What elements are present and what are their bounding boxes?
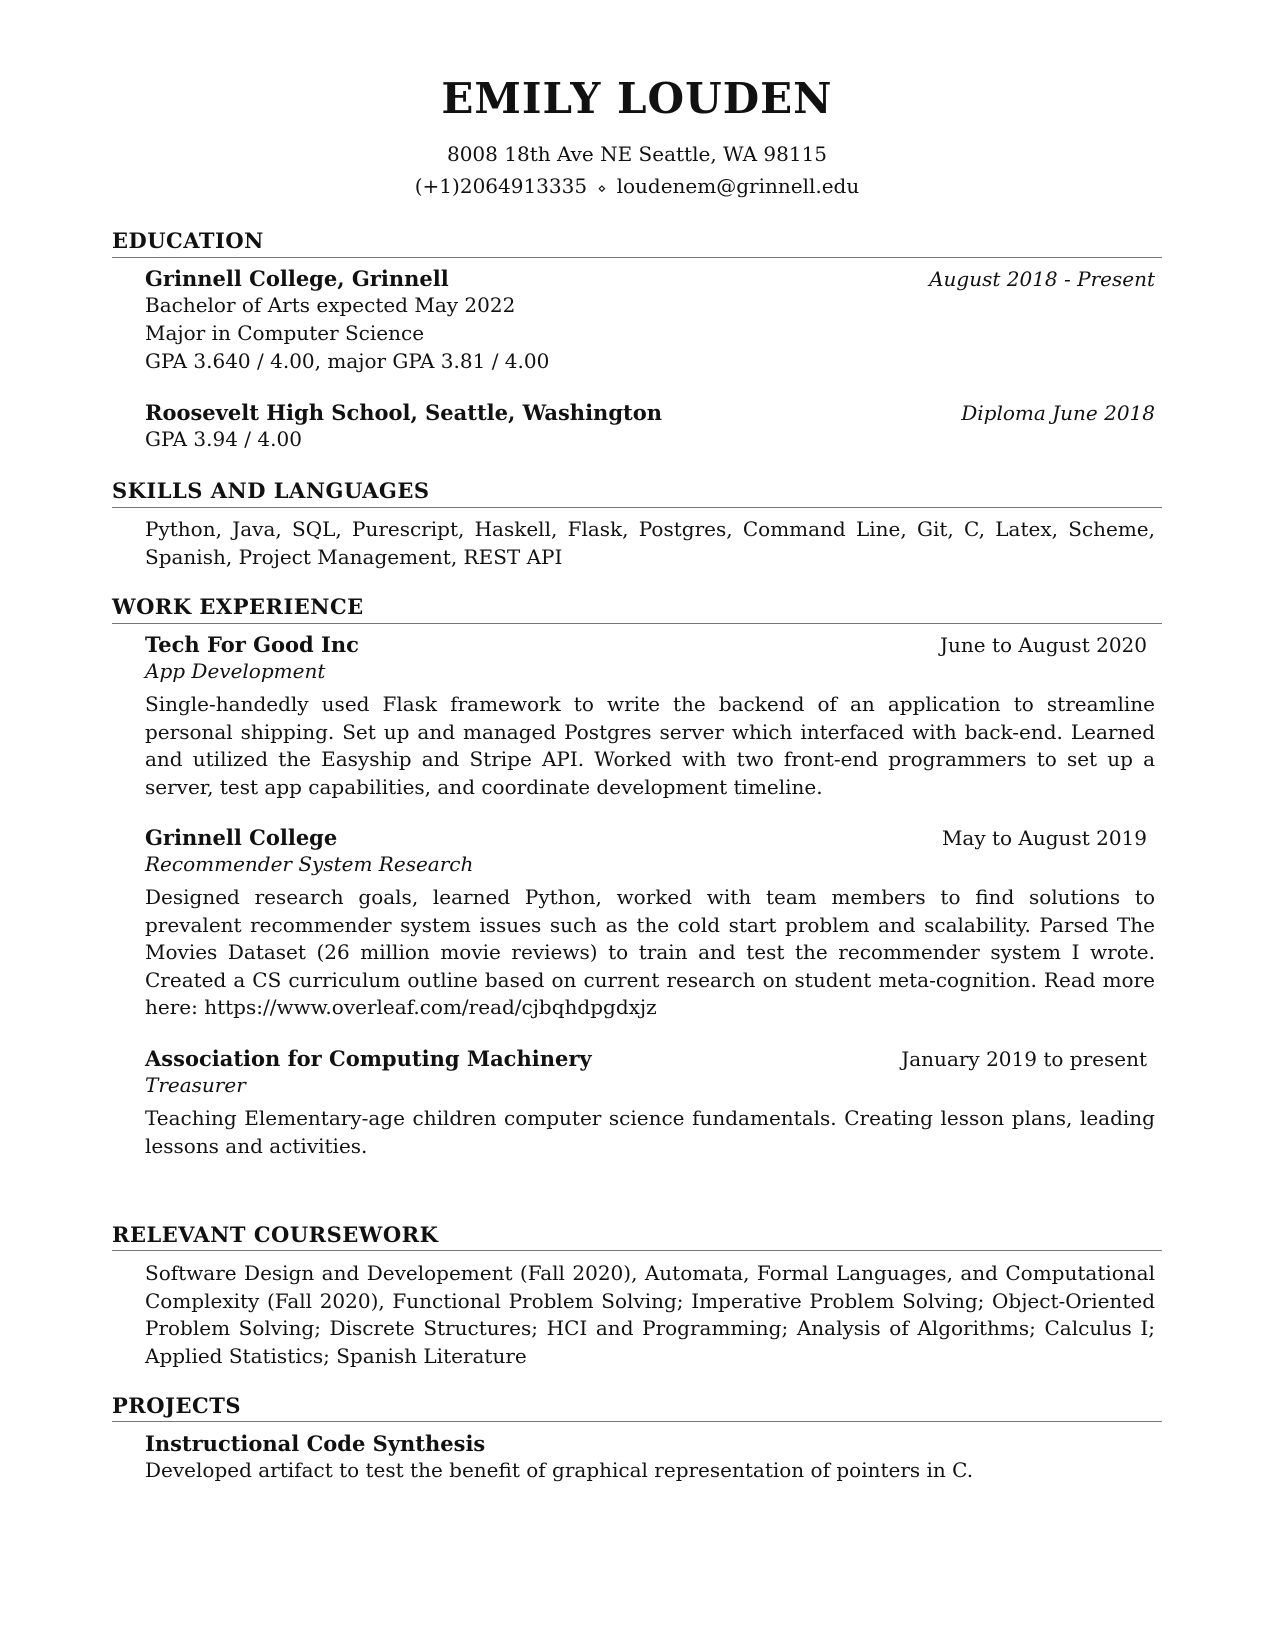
section-rule xyxy=(112,507,1162,508)
section-title-projects: PROJECTS xyxy=(112,1393,241,1418)
coursework-block xyxy=(145,1260,1155,1370)
job-role: App Development xyxy=(145,659,326,683)
job-description: Teaching Elementary-age children computer science fundamentals. Creating lesson plans, leading lessons and activities. xyxy=(145,1106,1155,1158)
section-title-skills: SKILLS AND LANGUAGES xyxy=(112,478,430,503)
education-entry xyxy=(145,400,1155,453)
entry-date: January 2019 to present xyxy=(901,1047,1147,1071)
education-detail: Major in Computer Science xyxy=(145,321,425,345)
school-name: Roosevelt High School, Seattle, Washington xyxy=(145,400,662,425)
address: 8008 18th Ave NE Seattle, WA 98115 xyxy=(446,142,828,166)
section-rule xyxy=(112,257,1162,258)
job-role: Recommender System Research xyxy=(145,852,474,876)
applicant-name: EMILY LOUDEN xyxy=(441,74,833,123)
entry-date: June to August 2020 xyxy=(940,633,1147,657)
work-entry xyxy=(145,825,1155,1022)
coursework-text: Software Design and Developement (Fall 2020), Automata, Formal Languages, and Computational Complexity (Fall 2020), Functional Problem Solving; Imperative Problem Solving; Object-Oriented Problem Solving; Discrete Structures; HCI and Programming; Analysis of Algorithms; Calculus I; Applied Statistics; Spanish Literature xyxy=(145,1261,1155,1368)
school-name: Grinnell College, Grinnell xyxy=(145,266,449,291)
email: loudenem@grinnell.edu xyxy=(616,174,860,198)
employer-name: Grinnell College xyxy=(145,825,338,850)
job-description: Designed research goals, learned Python, worked with team members to find solutions to prevalent recommender system issues such as the cold start problem and scalability. Parsed The Movies Dataset (26 million movie reviews) to train and test the recommender system I wrote. Created a CS curriculum outline based on current research on student meta-cognition. Read more here: https://www.overleaf.com/read/cjbqhdpgdxjz xyxy=(145,885,1155,1019)
project-description: Developed artifact to test the benefit of graphical representation of pointers in C. xyxy=(145,1458,974,1482)
education-detail: Bachelor of Arts expected May 2022 xyxy=(145,293,516,317)
section-rule xyxy=(112,1250,1162,1251)
education-detail: GPA 3.94 / 4.00 xyxy=(145,427,302,451)
skills-block xyxy=(145,516,1155,571)
phone: (+1)2064913335 xyxy=(414,174,588,198)
skills-text: Python, Java, SQL, Purescript, Haskell, Flask, Postgres, Command Line, Git, C, Latex, Scheme, Spanish, Project Management, REST API xyxy=(145,517,1155,569)
section-rule xyxy=(112,623,1162,624)
work-entry xyxy=(145,1046,1155,1160)
section-title-work: WORK EXPERIENCE xyxy=(112,594,364,619)
employer-name: Tech For Good Inc xyxy=(145,632,359,657)
project-entry xyxy=(145,1431,1155,1484)
contact-line xyxy=(112,174,1162,198)
section-rule xyxy=(112,1421,1162,1422)
entry-date: August 2018 - Present xyxy=(929,267,1155,291)
employer-name: Association for Computing Machinery xyxy=(145,1046,592,1071)
section-title-education: EDUCATION xyxy=(112,228,264,253)
education-entry xyxy=(145,266,1155,375)
diamond-separator-icon: ⋄ xyxy=(597,181,607,197)
job-role: Treasurer xyxy=(145,1073,246,1097)
entry-date: May to August 2019 xyxy=(941,826,1147,850)
entry-date: Diploma June 2018 xyxy=(961,401,1155,425)
work-entry xyxy=(145,632,1155,801)
job-description: Single-handedly used Flask framework to write the backend of an application to streamline personal shipping. Set up and managed Postgres server which interfaced with back-end. Learned and utilized the Easyship and Stripe API. Worked with two front-end programmers to set up a server, test app capabilities, and coordinate development timeline. xyxy=(145,692,1155,799)
education-detail: GPA 3.640 / 4.00, major GPA 3.81 / 4.00 xyxy=(145,349,550,373)
section-title-coursework: RELEVANT COURSEWORK xyxy=(112,1222,439,1247)
project-name: Instructional Code Synthesis xyxy=(145,1431,486,1456)
